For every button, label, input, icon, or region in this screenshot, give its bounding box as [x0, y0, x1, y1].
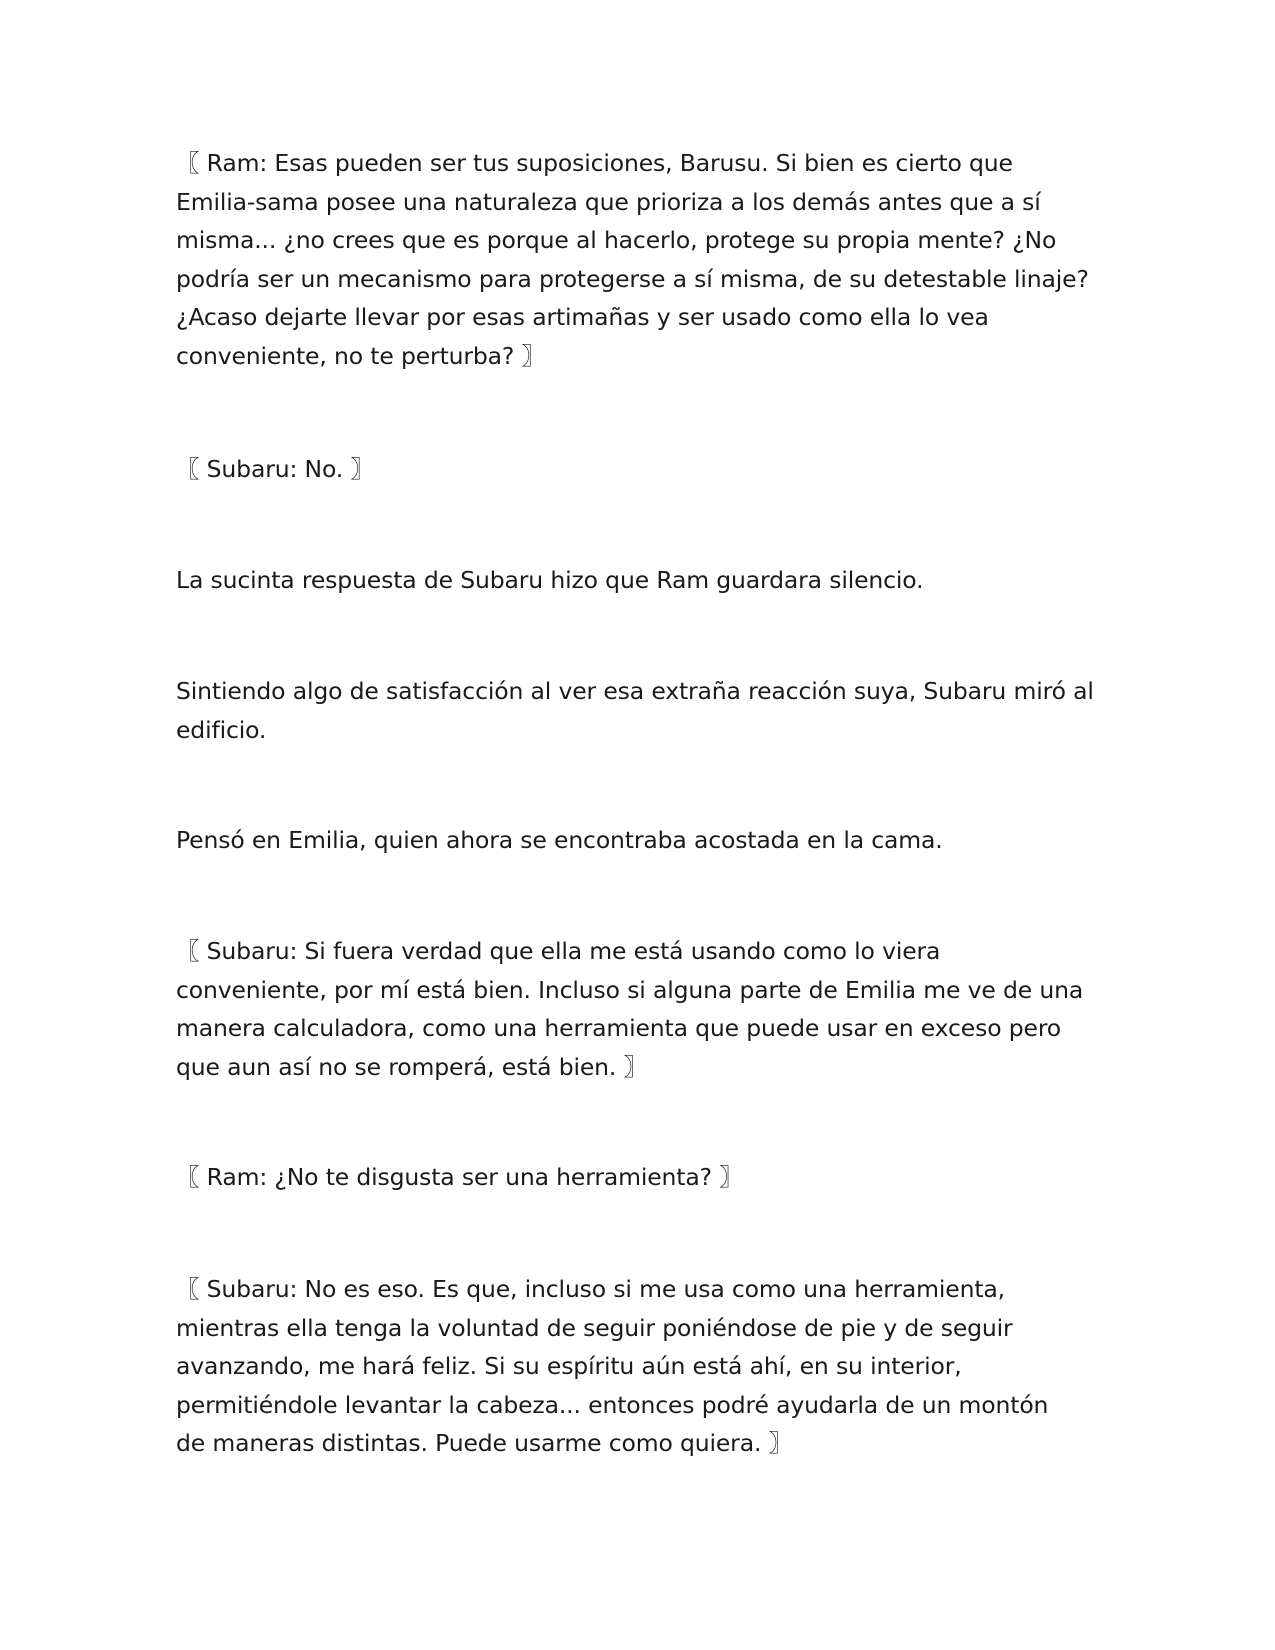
paragraph-narration-emilia: Pensó en Emilia, quien ahora se encontraba acostada en la cama.: [176, 826, 943, 854]
paragraph-ram-dialogue-1: 〖 Ram: Esas pueden ser tus suposiciones, Barusu. Si bien es cierto que Emilia-sama posee una naturaleza que prioriza a los demás antes que a sí misma... ¿no crees que es porque al hacerlo, protege su propia mente? ¿No podría ser un mecanismo para protegerse a sí misma, de su detestable linaje? ¿Acaso dejarte llevar por esas artimañas y ser usado como ella lo vea conveniente, no te perturba? 〗: [176, 149, 1089, 370]
paragraph-subaru-dialogue-no: 〖 Subaru: No. 〗: [176, 455, 374, 483]
paragraph-narration-silence: La sucinta respuesta de Subaru hizo que Ram guardara silencio.: [176, 566, 924, 594]
paragraph-ram-dialogue-question: 〖 Ram: ¿No te disgusta ser una herramienta? 〗: [176, 1163, 743, 1191]
paragraph-narration-satisfaction: Sintiendo algo de satisfacción al ver esa extraña reacción suya, Subaru miró al edificio.: [176, 677, 1094, 744]
paragraph-subaru-dialogue-final: 〖 Subaru: No es eso. Es que, incluso si me usa como una herramienta, mientras ella tenga la voluntad de seguir poniéndose de pie y de seguir avanzando, me hará feliz. Si su espíritu aún está ahí, en su interior, permitiéndole levantar la cabeza... entonces podré ayudarla de un montón de maneras distintas. Puede usarme como quiera. 〗: [176, 1275, 1049, 1457]
paragraph-subaru-dialogue-tool: 〖 Subaru: Si fuera verdad que ella me está usando como lo viera conveniente, por mí está bien. Incluso si alguna parte de Emilia me ve de una manera calculadora, como una herramienta que puede usar en exceso pero que aun así no se romperá, está bien. 〗: [176, 937, 1084, 1081]
